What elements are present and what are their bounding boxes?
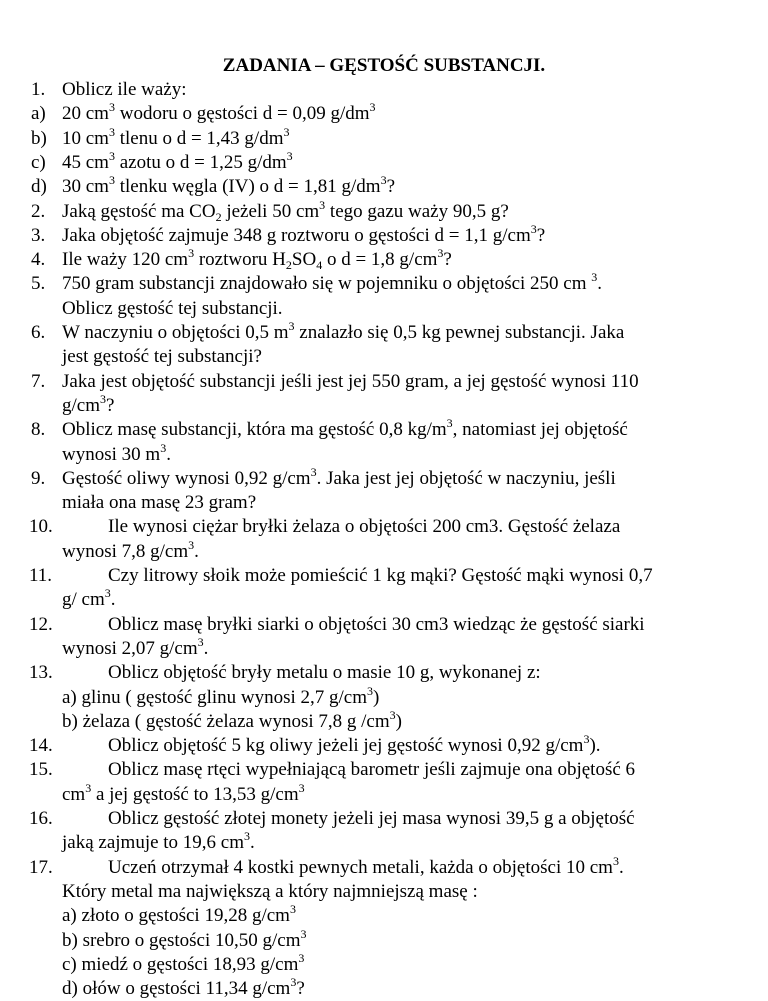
- text-run: 20 cm: [62, 103, 109, 125]
- task-text: [62, 880, 478, 904]
- superscript: 3: [389, 707, 396, 722]
- task-text: [62, 221, 546, 248]
- text-run: Oblicz gęstość złotej monety jeżeli jej masa wynosi 39,5 g a objętość: [108, 808, 635, 829]
- task-text: [62, 102, 376, 126]
- superscript: 3: [437, 246, 444, 261]
- superscript: 3: [298, 950, 305, 965]
- text-run: 750 gram substancji znajdowało się w pojemniku o objętości 250 cm: [62, 273, 592, 295]
- task-text: [62, 926, 307, 953]
- superscript: 3: [108, 148, 115, 163]
- text-run: Oblicz ile waży:: [62, 79, 187, 100]
- superscript: 3: [446, 416, 453, 431]
- task-text: [62, 321, 624, 345]
- text-run: tlenku węgla (IV) o d = 1,81 g/dm: [114, 176, 381, 198]
- task-text: [62, 197, 509, 224]
- text-run: .: [194, 540, 199, 562]
- text-run: Jaka jest objętość substancji jeśli jest jej 550 gram, a jej gęstość wynosi 110: [62, 370, 639, 392]
- text-run: .: [618, 856, 624, 878]
- text-run: Oblicz objętość bryły metalu o masie 10 g, wykonanej z:: [108, 662, 541, 684]
- text-run: ).: [589, 735, 601, 757]
- text-run: ?: [443, 249, 452, 271]
- superscript: 3: [100, 391, 106, 406]
- text-run: c) miedź o gęstości 18,93 g/cm: [62, 953, 299, 975]
- task-text: [62, 345, 262, 369]
- superscript: 3: [283, 124, 290, 139]
- text-run: znalazło się 0,5 kg pewnej substancji. Jaka: [294, 322, 625, 343]
- task-text: [62, 124, 290, 151]
- text-run: tego gazu waży 90,5 g?: [325, 200, 509, 222]
- task-text: [62, 248, 452, 272]
- text-run: a) glinu ( gęstość glinu wynosi 2,7 g/cm: [62, 686, 368, 708]
- subscript: 2: [215, 209, 222, 224]
- task-text: [62, 634, 209, 661]
- task-text: [108, 807, 635, 831]
- text-run: Jaką gęstość ma CO: [62, 200, 216, 222]
- task-text: [62, 272, 602, 296]
- task-number: 1.: [31, 79, 46, 100]
- text-run: SO: [291, 249, 317, 271]
- text-run: Ile wynosi ciężar bryłki żelaza o objętości 200 cm3. Gęstość żelaza: [108, 516, 621, 538]
- task-number: b): [31, 127, 47, 149]
- text-run: .: [166, 443, 171, 465]
- text-run: wynosi 2,07 g/cm: [62, 637, 198, 659]
- text-run: ?: [536, 224, 546, 246]
- superscript: 3: [197, 634, 204, 649]
- superscript: 3: [108, 124, 115, 139]
- superscript: 3: [188, 537, 195, 552]
- task-text: [62, 683, 380, 710]
- text-run: wodoru o gęstości d = 0,09 g/dm: [114, 103, 370, 125]
- task-number: 7.: [31, 370, 46, 392]
- superscript: 3: [108, 100, 115, 115]
- superscript: 3: [369, 100, 376, 115]
- text-run: Oblicz masę bryłki siarki o objętości 30 cm3 wiedząc że gęstość siarki: [108, 613, 645, 635]
- task-text: [62, 148, 293, 175]
- task-text: [62, 950, 305, 977]
- superscript: 3: [530, 221, 537, 236]
- superscript: 3: [244, 829, 251, 844]
- task-text: [62, 175, 395, 199]
- text-run: a jej gęstość to 13,53 g/cm: [91, 783, 299, 805]
- task-text: [62, 831, 255, 855]
- task-number: c): [31, 151, 46, 173]
- task-text: [62, 780, 305, 807]
- task-text: [62, 977, 305, 1001]
- text-run: tlenu o d = 1,43 g/dm: [114, 127, 284, 149]
- text-run: jeżeli 50 cm: [221, 200, 320, 222]
- text-run: a) złoto o gęstości 19,28 g/cm: [62, 905, 290, 927]
- task-text: [108, 734, 601, 758]
- task-text: [108, 515, 620, 539]
- superscript: 3: [85, 780, 92, 795]
- task-number: 10.: [29, 516, 53, 538]
- task-text: [62, 491, 256, 515]
- text-run: Uczeń otrzymał 4 kostki pewnych metali, każda o objętości 10 cm: [108, 856, 613, 878]
- task-number: 11.: [29, 565, 53, 586]
- task-text: [62, 418, 628, 442]
- text-run: Ile waży 120 cm: [62, 249, 189, 271]
- task-text: [108, 613, 645, 637]
- text-run: ?: [296, 978, 305, 1000]
- superscript: 3: [298, 780, 305, 795]
- task-number: 13.: [29, 662, 53, 684]
- text-run: wynosi 30 m: [62, 443, 161, 465]
- task-text: [108, 661, 541, 685]
- text-run: Oblicz masę substancji, która ma gęstość 0,8 kg/m: [62, 419, 447, 441]
- subscript: 2: [285, 258, 292, 273]
- task-text: [62, 440, 171, 467]
- text-run: Oblicz objętość 5 kg oliwy jeżeli jej gęstość wynosi 0,92 g/cm: [108, 735, 584, 757]
- text-run: azotu o d = 1,25 g/dm: [114, 151, 287, 173]
- text-run: .: [203, 637, 209, 659]
- superscript: 3: [319, 197, 326, 212]
- task-number: d): [31, 176, 47, 198]
- superscript: 3: [591, 270, 598, 285]
- text-run: ?: [106, 394, 115, 416]
- superscript: 3: [290, 975, 297, 990]
- task-number: a): [31, 103, 46, 125]
- task-text: [62, 904, 296, 928]
- task-text: [62, 370, 639, 394]
- task-text: [62, 464, 616, 491]
- task-text: [62, 588, 116, 612]
- task-number: 2.: [31, 200, 46, 222]
- superscript: 3: [108, 173, 115, 188]
- text-run: g/cm: [62, 394, 100, 416]
- text-run: Czy litrowy słoik może pomieścić 1 kg mąki? Gęstość mąki wynosi 0,7: [108, 565, 653, 586]
- task-text: [62, 391, 115, 418]
- text-run: cm: [62, 783, 86, 805]
- superscript: 3: [288, 319, 295, 333]
- superscript: 3: [289, 902, 296, 917]
- text-run: jest gęstość tej substancji?: [62, 346, 262, 368]
- task-text: [108, 564, 653, 588]
- task-number: 12.: [29, 613, 53, 635]
- superscript: 3: [104, 586, 111, 601]
- text-run: Który metal ma największą a który najmniejszą masę :: [62, 880, 478, 902]
- superscript: 3: [300, 926, 307, 941]
- text-run: miała ona masę 23 gram?: [62, 492, 257, 514]
- task-number: 15.: [29, 759, 53, 781]
- text-run: Oblicz masę rtęci wypełniającą barometr jeśli zajmuje ona objętość 6: [108, 759, 636, 781]
- superscript: 3: [310, 464, 317, 479]
- text-run: ?: [386, 176, 395, 198]
- text-run: Jaka objętość zajmuje 348 g roztworu o gęstości d = 1,1 g/cm: [62, 224, 531, 246]
- task-number: 16.: [29, 808, 53, 829]
- text-run: Gęstość oliwy wynosi 0,92 g/cm: [62, 467, 311, 489]
- task-number: 17.: [29, 856, 53, 878]
- superscript: 3: [612, 853, 619, 868]
- text-run: d) ołów o gęstości 11,34 g/cm: [62, 978, 291, 1000]
- task-text: [62, 78, 187, 102]
- text-run: 30 cm: [62, 176, 109, 198]
- text-run: .: [250, 832, 255, 854]
- task-number: 6.: [31, 322, 46, 343]
- task-text: [62, 707, 402, 734]
- text-run: b) żelaza ( gęstość żelaza wynosi 7,8 g /cm: [62, 710, 390, 732]
- text-run: . Jaka jest jej objętość w naczyniu, jeśli: [316, 467, 616, 489]
- superscript: 3: [188, 246, 195, 261]
- superscript: 3: [380, 173, 387, 188]
- text-run: 10 cm: [62, 127, 109, 149]
- text-run: o d = 1,8 g/cm: [322, 249, 438, 271]
- text-run: 45 cm: [62, 151, 109, 173]
- text-run: jaką zajmuje to 19,6 cm: [62, 832, 245, 854]
- superscript: 3: [367, 683, 374, 698]
- text-run: Oblicz gęstość tej substancji.: [62, 297, 283, 319]
- task-number: 8.: [31, 419, 46, 441]
- text-run: , natomiast jej objętość: [452, 419, 628, 441]
- task-number: 9.: [31, 467, 46, 489]
- task-number: 4.: [31, 249, 46, 271]
- text-run: roztworu H: [194, 249, 286, 271]
- text-run: wynosi 7,8 g/cm: [62, 540, 189, 562]
- text-run: ): [395, 710, 402, 732]
- task-number: 14.: [29, 735, 53, 757]
- text-run: W naczyniu o objętości 0,5 m: [62, 322, 289, 343]
- superscript: 3: [583, 732, 590, 747]
- task-text: [108, 758, 635, 782]
- text-run: .: [110, 589, 116, 611]
- text-run: g/ cm: [62, 589, 105, 611]
- task-text: [62, 537, 199, 564]
- text-run: b) srebro o gęstości 10,50 g/cm: [62, 929, 301, 951]
- task-text: [62, 297, 283, 321]
- text-run: .: [597, 273, 603, 295]
- task-text: [108, 853, 624, 880]
- text-run: ): [373, 686, 380, 708]
- page-title: ZADANIA – GĘSTOŚĆ SUBSTANCJI.: [222, 55, 546, 76]
- task-number: 5.: [31, 273, 46, 295]
- superscript: 3: [286, 148, 293, 163]
- subscript: 4: [316, 258, 323, 273]
- superscript: 3: [160, 440, 167, 455]
- task-number: 3.: [31, 224, 46, 246]
